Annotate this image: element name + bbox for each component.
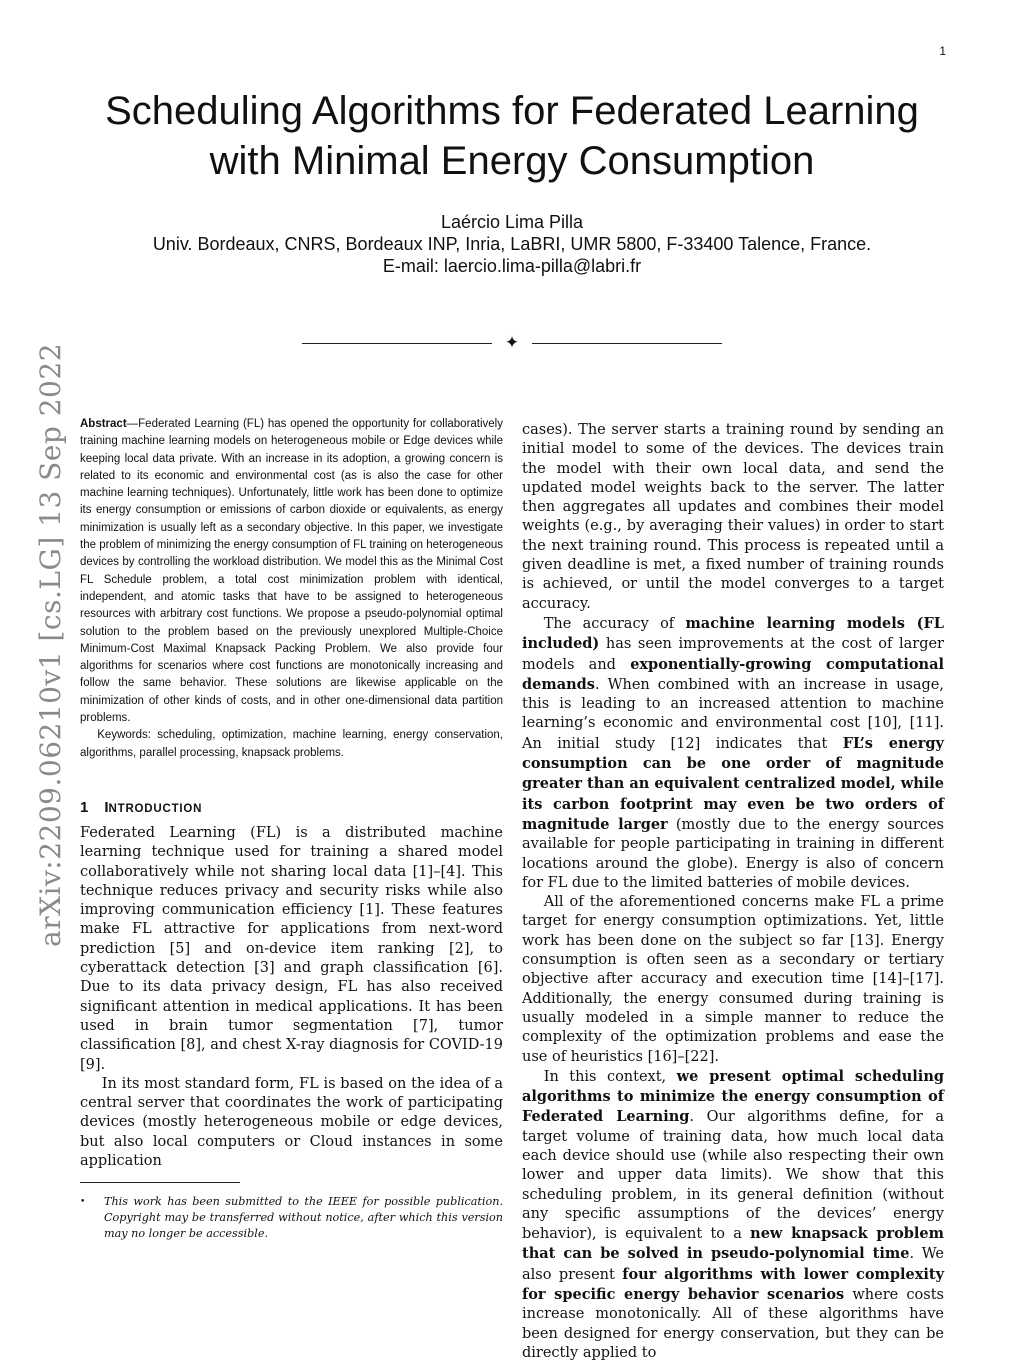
section-heading-introduction — [80, 799, 503, 816]
footnote-text: This work has been submitted to the IEEE for possible publication. Copyright may be transferred without notice, after which this version may no longer be accessible. — [104, 1195, 503, 1240]
p6-bold-f: four algorithms with lower complexity for specific energy behavior scenarios — [522, 1265, 945, 1304]
p4-text-e: . When combined with an increase in usage, this is leading to an increased attention to machine learning’s economic and environmental cost [10], [11]. An initial study [12] indicates that — [522, 676, 944, 752]
author-affiliation: Univ. Bordeaux, CNRS, Bordeaux INP, Inria, LaBRI, UMR 5800, F-33400 Talence, France. — [152, 234, 872, 254]
footnote-rule — [80, 1182, 240, 1183]
p4-bold-d: exponentially-growing computational demands — [522, 655, 944, 693]
left-column — [80, 416, 503, 1171]
footnote — [80, 1194, 503, 1242]
intro-paragraph-2: In its most standard form, FL is based on the idea of a central server that coordinates the work of participating devices (mostly heterogeneous mobile or edge devices, but also local computers or Cloud instances in some application — [80, 1075, 503, 1169]
p4-text-a: The accuracy of — [543, 615, 686, 632]
divider-rule-left — [302, 343, 492, 344]
abstract — [80, 416, 503, 727]
abstract-label: Abstract — [80, 418, 127, 430]
author-name: Laércio Lima Pilla — [440, 212, 584, 232]
author-email: E-mail: laercio.lima-pilla@labri.fr — [382, 256, 642, 276]
title-divider — [302, 333, 722, 353]
keywords: Keywords: scheduling, optimization, machine learning, energy conservation, algorithms, parallel processing, knapsack problems. — [80, 729, 503, 759]
intro-paragraph-6 — [522, 1067, 944, 1363]
p6-text-g: where costs increase monotonically. All of these algorithms have been designed for energy conservation, but they can be directly applied to — [522, 1287, 944, 1361]
p6-text-a: In this context, — [543, 1068, 677, 1085]
intro-paragraph-3: cases). The server starts a training round by sending an initial model to some of the devices. The devices train the model with their own local data, and send the updated model weights back to the server. The latter then aggregates all updates and combines their model weights (e.g., by averaging their values) in order to start the next training round. This process is repeated until a given deadline is met, a fixed number of training rounds is achieved, or until the model converges to a target accuracy. — [522, 422, 944, 612]
footnote-bullet-icon: • — [80, 1197, 86, 1207]
intro-paragraph-1: Federated Learning (FL) is a distributed machine learning technique used for training a shared model collaboratively while not sharing local data [1]–[4]. This technique reduces privacy and security risks while also improving communication efficiency [1]. These features make FL attractive for applications from next-word prediction [5] and on-device item ranking [2], to cyberattack detection [3] and graph classification [6]. Due to its data privacy design, FL has also received significant attention in medical applications. It has been used in brain tumor segmentation [7], tumor classification [8], and chest X-ray diagnosis for COVID-19 [9]. — [80, 824, 503, 1073]
right-column — [522, 421, 944, 1363]
paper-title — [60, 86, 964, 186]
section-number: 1 — [80, 798, 89, 816]
intro-paragraph-4 — [522, 614, 944, 893]
section-title-initial: I — [104, 798, 109, 816]
p6-bold-b: we present optimal scheduling algorithms to minimize the energy consumption of Federated Learning — [522, 1067, 944, 1126]
p6-bold-d: new knapsack problem that can be solved in pseudo-polynomial time — [522, 1225, 944, 1263]
divider-rule-right — [532, 343, 722, 344]
p6-text-c: . Our algorithms define, for a target volume of training data, how much local data each device should use (while also respecting their own lower and upper data limits). We show that this scheduling problem, in its general definition (without any specific assumptions of the devices’ energy behavior), is equivalent to a — [522, 1109, 944, 1243]
abstract-text: Federated Learning (FL) has opened the opportunity for collaboratively training machine learning models on heterogeneous mobile or Edge devices while keeping local data private. With an increase in its adoption, a growing concern is related to its economic and environmental cost (as is also the case for other machine learning techniques). Unfortunately, little work has been done to optimize its energy consumption or emissions of carbon dioxide or equivalents, as energy minimization is usually left as a secondary objective. In this paper, we investigate the problem of minimizing the energy consumption of FL training on heterogeneous devices by controlling the workload distribution. We model this as the Minimal Cost FL Schedule problem, a total cost minimization problem with identical, independent, and atomic tasks that have to be assigned to heterogeneous resources with arbitrary cost functions. We propose a pseudo-polynomial optimal solution to the problem based on the previously unexplored Multiple-Choice Minimum-Cost Maximal Knapsack Packing Problem. We also provide four algorithms for scenarios where cost functions are monotonically increasing and follow the same behavior. These solutions are likewise applicable on the minimization of other kinds of costs, and in other one-dimensional data partition problems. — [80, 418, 503, 725]
section-title-rest: NTRODUCTION — [108, 802, 203, 815]
title-line-2: with Minimal Energy Consumption — [209, 139, 815, 183]
arxiv-stamp: arXiv:2209.06210v1 [cs.LG] 13 Sep 2022 — [34, 342, 67, 947]
divider-star-icon: ✦ — [504, 333, 520, 353]
p4-text-g: (mostly due to the energy sources available for people participating in training in different locations around the globe). Energy is also of concern for FL due to the limited batteries of mobile devices. — [522, 816, 944, 891]
p4-bold-f: FL’s energy consumption can be one order of magnitude greater than an equivalent centralized model, while its carbon footprint may even be two orders of magnitude larger — [522, 734, 944, 833]
p6-text-e: . We also present — [522, 1246, 944, 1283]
abstract-dash: — — [126, 418, 139, 430]
author-block — [60, 211, 964, 277]
intro-paragraph-5: All of the aforementioned concerns make FL a prime target for energy consumption optimizations. Yet, little work has been done on the subject so far [13]. Energy consumption is often seen as a secondary or tertiary objective after accuracy and execution time [14]–[17]. Additionally, the energy consumed during training is usually modeled in a simple manner to reduce the complexity of the optimization problems and ease the use of heuristics [16]–[22]. — [522, 894, 944, 1065]
p4-text-c: has seen improvements at the cost of larger models and — [522, 636, 944, 673]
p4-bold-b: machine learning models (FL included) — [522, 614, 944, 653]
page-number: 1 — [939, 44, 946, 58]
title-line-1: Scheduling Algorithms for Federated Learning — [105, 89, 919, 133]
